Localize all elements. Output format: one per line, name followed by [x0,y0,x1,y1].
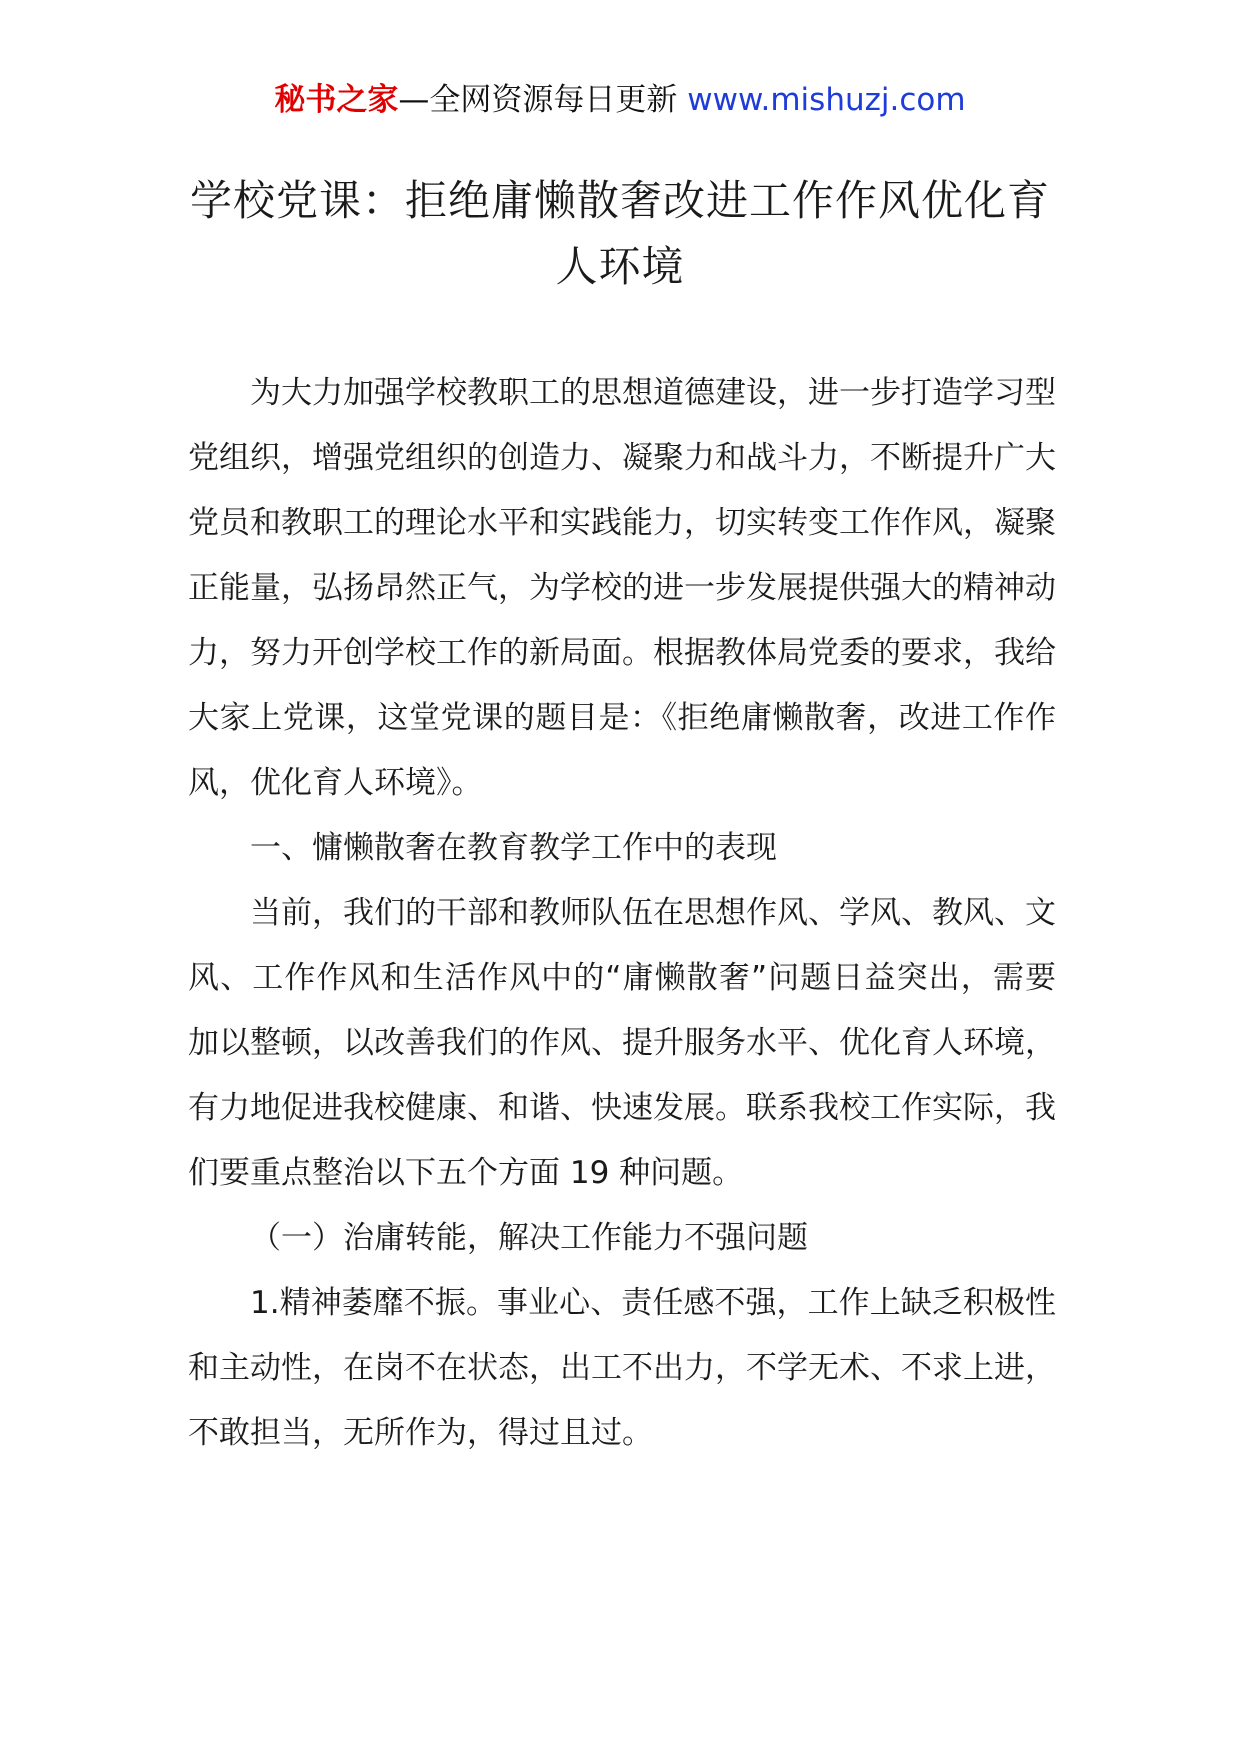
header-tagline: —全网资源每日更新 [398,82,678,118]
document-title: 学校党课：拒绝庸懒散奢改进工作作风优化育人环境 [189,176,1050,291]
site-url-link[interactable]: www.mishuzj.com [687,82,966,118]
brand-name: 秘书之家 [274,82,399,118]
body-paragraph: 当前，我们的干部和教师队伍在思想作风、学风、教风、文风、工作作风和生活作风中的“庸懒散奢”问题日益突出，需要加以整顿，以改善我们的作风、提升服务水平、优化育人环境，有力地促进我校健康、和谐、快速发展。联系我校工作实际，我们要重点整治以下五个方面 19 种问题。 [188,895,1056,1191]
site-header [0,80,1240,120]
section-heading: 一、慵懒散奢在教育教学工作中的表现 [250,830,777,866]
intro-paragraph: 为大力加强学校教职工的思想道德建设，进一步打造学习型党组织，增强党组织的创造力、凝聚力和战斗力，不断提升广大党员和教职工的理论水平和实践能力，切实转变工作作风，凝聚正能量，弘扬昂然正气，为学校的进一步发展提供强大的精神动力，努力开创学校工作的新局面。根据教体局党委的要求，我给大家上党课，这堂党课的题目是：《拒绝庸懒散奢，改进工作作风，优化育人环境》。 [188,375,1056,801]
document-body [188,361,1056,1466]
list-item-paragraph: 1.精神萎靡不振。事业心、责任感不强，工作上缺乏积极性和主动性，在岗不在状态，出工不出力，不学无术、不求上进，不敢担当，无所作为，得过且过。 [188,1285,1056,1451]
subsection-heading: （一）治庸转能，解决工作能力不强问题 [250,1220,808,1256]
